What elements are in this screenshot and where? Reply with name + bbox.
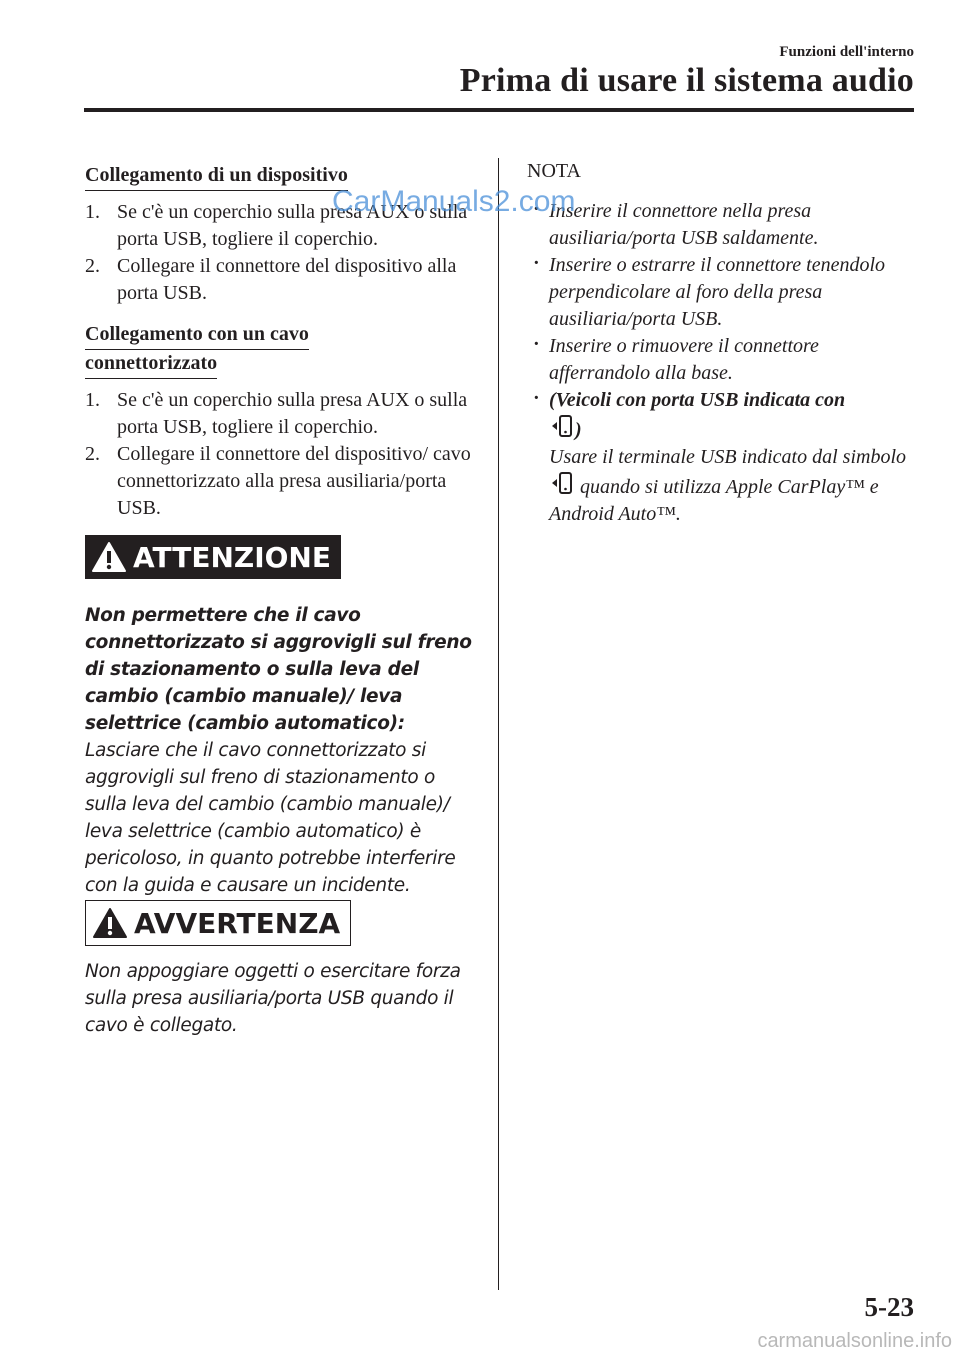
column-divider	[498, 158, 499, 1290]
usb-phone-icon	[551, 471, 573, 497]
warning-triangle-icon	[92, 907, 128, 939]
page-number: 5-23	[864, 1292, 914, 1322]
heading-cable: Collegamento con un cavo connettorizzato	[85, 321, 309, 379]
cable-steps	[85, 387, 475, 522]
list-item: 2. Collegare il connettore del dispositivo alla porta USB.	[85, 255, 457, 304]
list-item: 1. Se c'è un coperchio sulla presa AUX o sulla porta USB, togliere il coperchio.	[85, 201, 468, 250]
avvertenza-badge: AVVERTENZA	[85, 900, 351, 946]
list-item: 1. Se c'è un coperchio sulla presa AUX o sulla porta USB, togliere il coperchio.	[85, 389, 468, 438]
attenzione-text: Non permettere che il cavo connettorizzato si aggrovigli sul freno di stazionamento o sulla leva del cambio (cambio manuale)/ leva selettrice (cambio automatico): Lasciare che il cavo connettorizzato si aggrovigli sul freno di stazionamento o sulla leva del cambio (cambio manuale)/ leva selettrice (cambio automatico) è pericoloso, in quanto potrebbe interferire con la guida e causare un incidente.	[85, 605, 472, 896]
list-item: · Inserire o estrarre il connettore tenendolo perpendicolare al foro della presa ausiliaria/porta USB.	[527, 252, 907, 333]
list-item: · (Veicoli con porta USB indicata con ) Usare il terminale USB indicato dal simbolo quando si utilizza Apple CarPlay™ e Android Auto™.	[527, 387, 907, 528]
usb-phone-icon	[551, 414, 573, 440]
avvertenza-text: Non appoggiare oggetti o esercitare forza sulla presa ausiliaria/porta USB quando il cavo è collegato.	[85, 961, 461, 1036]
nota-list	[527, 198, 907, 528]
watermark: CarManuals2.com	[332, 185, 576, 218]
attenzione-badge: ATTENZIONE	[85, 535, 341, 579]
list-item: · Inserire o rimuovere il connettore afferrandolo alla base.	[527, 333, 907, 387]
section-title: Funzioni dell'interno	[779, 44, 914, 60]
nota-title: NOTA	[527, 160, 581, 182]
list-item: 2. Collegare il connettore del dispositivo/ cavo connettorizzato alla presa ausiliaria/porta USB.	[85, 443, 471, 519]
warning-triangle-icon	[91, 541, 127, 573]
footer-watermark: carmanualsonline.info	[757, 1330, 952, 1352]
heading-device: Collegamento di un dispositivo	[85, 162, 348, 191]
header-rule	[84, 108, 914, 112]
list-item: · Inserire il connettore nella presa ausiliaria/porta USB saldamente.	[527, 198, 907, 252]
page-title: Prima di usare il sistema audio	[459, 62, 914, 99]
